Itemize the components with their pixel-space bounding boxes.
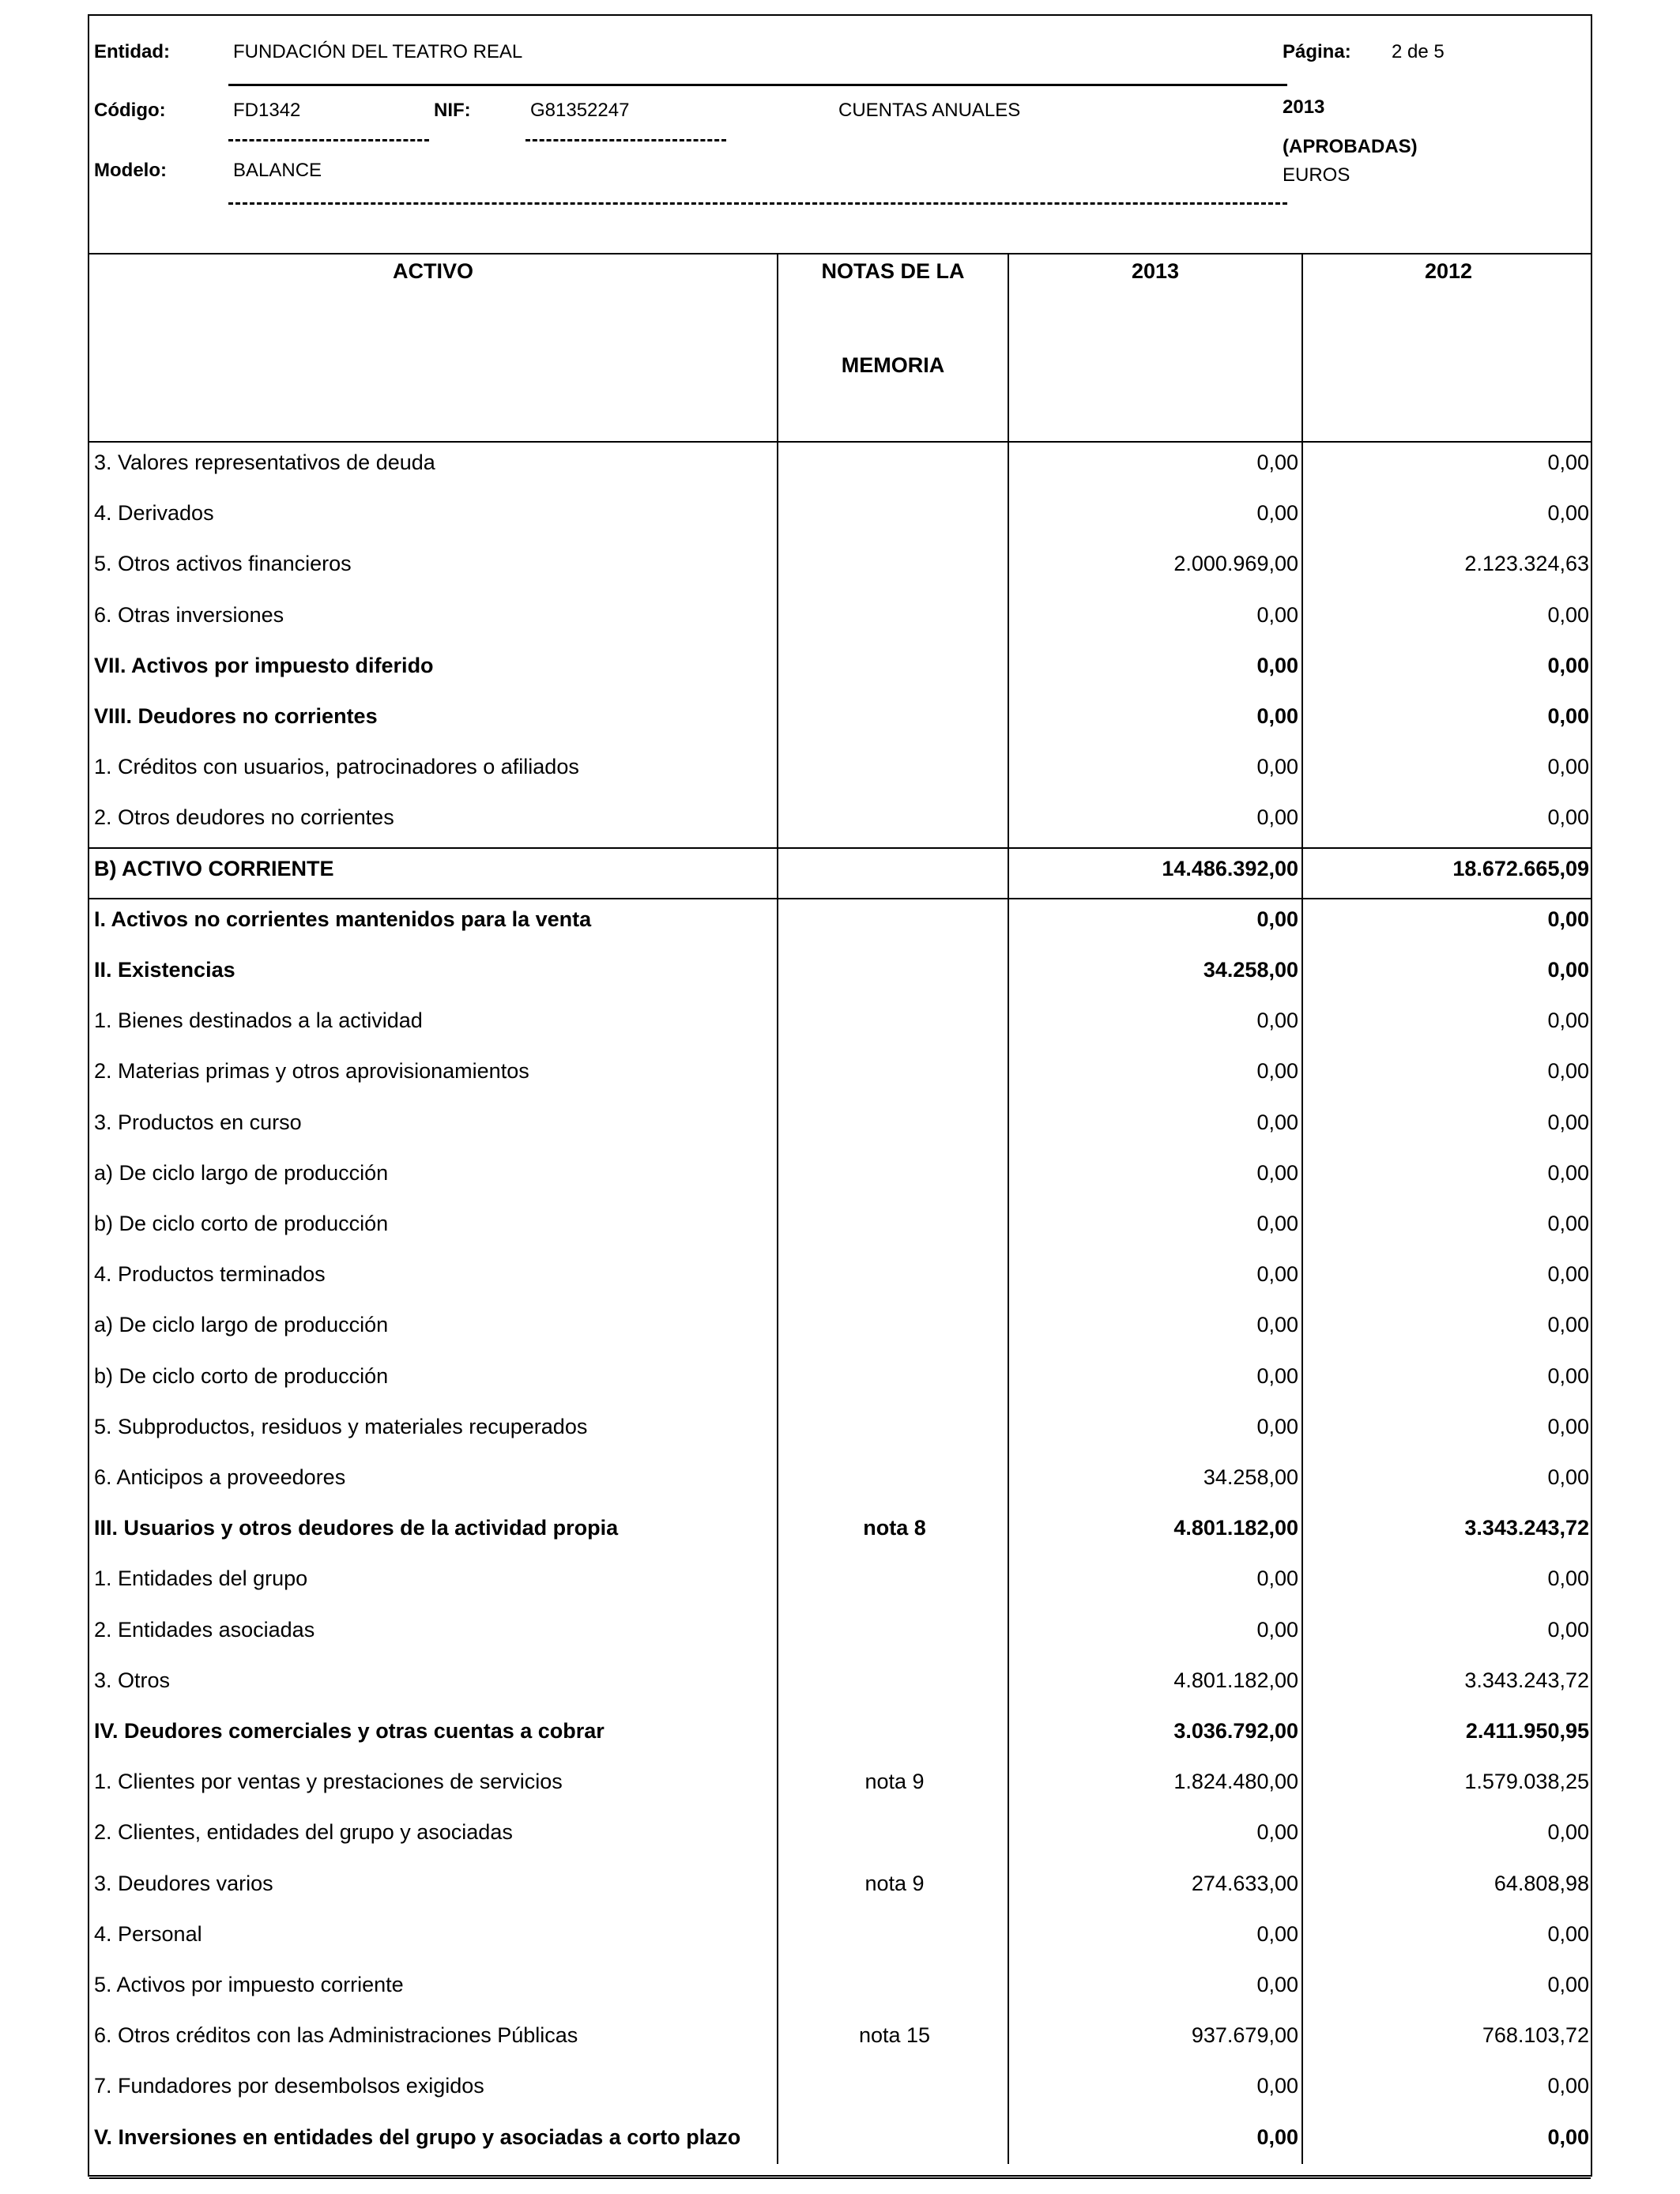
row-label: 5. Otros activos financieros: [94, 552, 352, 576]
fiscal-year: 2013: [1283, 96, 1325, 118]
table-row: [89, 1153, 1591, 1204]
row-label: I. Activos no corrientes mantenidos para la venta: [94, 907, 592, 931]
row-value-2013: 4.801.182,00: [1173, 1668, 1298, 1692]
row-value-2013: 0,00: [1256, 907, 1298, 931]
row-label: 3. Valores representativos de deuda: [94, 450, 435, 474]
section-rule: [89, 847, 1591, 849]
table-row: [89, 849, 1591, 899]
header-notas-line1: NOTAS DE LA: [821, 259, 965, 283]
row-value-2013: 0,00: [1256, 1212, 1298, 1235]
header-2012: [1303, 259, 1594, 449]
row-label: b) De ciclo corto de producción: [94, 1363, 389, 1388]
header-activo: [89, 259, 777, 449]
table-row: [89, 2117, 1591, 2168]
table-row: [89, 797, 1591, 848]
row-nota: nota 9: [864, 1871, 925, 1895]
row-value-2013: 0,00: [1256, 1262, 1298, 1287]
row-label: a) De ciclo largo de producción: [94, 1313, 389, 1337]
row-value-2013: 0,00: [1256, 450, 1298, 474]
row-value-2012: 0,00: [1547, 1008, 1589, 1033]
row-label: 4. Productos terminados: [94, 1262, 326, 1287]
row-nota: nota 9: [864, 1770, 925, 1794]
row-label: IV. Deudores comerciales y otras cuentas a cobrar: [94, 1719, 605, 1743]
currency-label: EUROS: [1283, 164, 1350, 186]
row-value-2013: 0,00: [1256, 1921, 1298, 1946]
codigo-label: Código:: [94, 100, 166, 121]
row-label: 6. Otros créditos con las Administraciones Públicas: [94, 2023, 578, 2048]
modelo-underline: [228, 202, 1287, 205]
row-label: 5. Subproductos, residuos y materiales recuperados: [94, 1414, 588, 1438]
row-value-2012: 3.343.243,72: [1464, 1516, 1589, 1540]
table-row: [89, 1356, 1591, 1407]
table-row: [89, 1914, 1591, 1965]
row-label: 1. Créditos con usuarios, patrocinadores o afiliados: [94, 755, 579, 779]
row-label: 5. Activos por impuesto corriente: [94, 1973, 404, 1996]
nif-label: NIF:: [434, 100, 471, 121]
row-label: 2. Materias primas y otros aprovisionamientos: [94, 1059, 529, 1084]
row-label: 4. Derivados: [94, 501, 214, 526]
row-value-2013: 14.486.392,00: [1162, 856, 1298, 880]
row-value-2013: 34.258,00: [1203, 958, 1298, 982]
table-row: [89, 1457, 1591, 1508]
table-row: [89, 1711, 1591, 1762]
row-label: 1. Bienes destinados a la actividad: [94, 1008, 423, 1033]
balance-sheet-page: [88, 14, 1592, 2177]
row-value-2013: 0,00: [1256, 1008, 1298, 1033]
nif-value: G81352247: [530, 100, 630, 121]
modelo-label: Modelo:: [94, 160, 167, 181]
row-value-2012: 0,00: [1547, 1363, 1589, 1388]
table-row: [89, 1204, 1591, 1254]
modelo-value: BALANCE: [233, 160, 322, 181]
row-value-2012: 0,00: [1547, 805, 1589, 830]
row-label: 6. Otras inversiones: [94, 602, 284, 627]
row-value-2013: 1.824.480,00: [1173, 1770, 1298, 1794]
table-row: [89, 899, 1591, 950]
row-value-2013: 0,00: [1256, 2124, 1298, 2149]
section-rule: [89, 898, 1591, 899]
row-value-2013: 0,00: [1256, 602, 1298, 627]
row-label: 3. Productos en curso: [94, 1110, 302, 1134]
table-row: [89, 1610, 1591, 1661]
row-value-2013: 0,00: [1256, 755, 1298, 779]
table-row: [89, 1864, 1591, 1914]
row-value-2012: 0,00: [1547, 1110, 1589, 1134]
row-value-2013: 0,00: [1256, 1110, 1298, 1134]
table-row: [89, 646, 1591, 696]
row-value-2012: 0,00: [1547, 1160, 1589, 1185]
row-label: 1. Clientes por ventas y prestaciones de servicios: [94, 1770, 563, 1794]
row-value-2012: 0,00: [1547, 958, 1589, 982]
row-value-2013: 0,00: [1256, 704, 1298, 728]
row-label: VII. Activos por impuesto diferido: [94, 653, 434, 677]
row-value-2012: 0,00: [1547, 1262, 1589, 1287]
row-nota: nota 15: [858, 2023, 931, 2048]
pagina-value: 2 de 5: [1392, 41, 1445, 62]
row-value-2013: 4.801.182,00: [1173, 1516, 1298, 1540]
row-value-2013: 937.679,00: [1191, 2023, 1298, 2048]
row-label: 1. Entidades del grupo: [94, 1566, 308, 1591]
row-value-2013: 0,00: [1256, 1160, 1298, 1185]
table-row: [89, 1254, 1591, 1305]
row-value-2013: 0,00: [1256, 1059, 1298, 1084]
row-value-2012: 0,00: [1547, 1617, 1589, 1642]
row-value-2012: 0,00: [1547, 1414, 1589, 1438]
row-label: b) De ciclo corto de producción: [94, 1212, 389, 1235]
row-value-2012: 0,00: [1547, 1820, 1589, 1845]
table-row: [89, 696, 1591, 747]
row-value-2012: 0,00: [1547, 1212, 1589, 1235]
row-value-2012: 0,00: [1547, 1921, 1589, 1946]
row-value-2013: 0,00: [1256, 2074, 1298, 2098]
row-value-2012: 0,00: [1547, 2074, 1589, 2098]
header-activo-text: ACTIVO: [392, 259, 473, 283]
document-header: [89, 16, 1591, 254]
row-value-2013: 34.258,00: [1203, 1465, 1298, 1489]
table-row: [89, 1103, 1591, 1153]
approval-status: (APROBADAS): [1283, 136, 1418, 157]
codigo-value: FD1342: [233, 100, 301, 121]
table-row: [89, 595, 1591, 646]
table-row: [89, 1812, 1591, 1863]
row-value-2012: 0,00: [1547, 704, 1589, 728]
row-value-2013: 0,00: [1256, 1414, 1298, 1438]
row-label: 7. Fundadores por desembolsos exigidos: [94, 2074, 484, 2098]
table-row: [89, 1559, 1591, 1609]
nif-underline: [525, 139, 726, 141]
pagina-label: Página:: [1283, 41, 1351, 62]
row-value-2012: 0,00: [1547, 1313, 1589, 1337]
row-value-2012: 64.808,98: [1494, 1871, 1589, 1895]
row-value-2012: 0,00: [1547, 653, 1589, 677]
row-value-2012: 0,00: [1547, 450, 1589, 474]
table-row: [89, 1762, 1591, 1812]
row-label: V. Inversiones en entidades del grupo y asociadas a corto plazo: [94, 2124, 741, 2149]
row-value-2012: 0,00: [1547, 1059, 1589, 1084]
row-label: II. Existencias: [94, 958, 235, 982]
header-2012-text: 2012: [1424, 259, 1473, 283]
row-value-2012: 0,00: [1547, 1973, 1589, 1996]
row-value-2013: 0,00: [1256, 1566, 1298, 1591]
table-row: [89, 747, 1591, 797]
row-label: 2. Entidades asociadas: [94, 1617, 315, 1642]
row-value-2013: 3.036.792,00: [1173, 1719, 1298, 1743]
row-label: 2. Clientes, entidades del grupo y asociadas: [94, 1820, 513, 1845]
document-type: CUENTAS ANUALES: [838, 100, 1021, 121]
row-value-2012: 0,00: [1547, 602, 1589, 627]
header-notas: [778, 259, 1008, 449]
row-label: B) ACTIVO CORRIENTE: [94, 856, 334, 880]
entidad-value: FUNDACIÓN DEL TEATRO REAL: [233, 41, 523, 62]
row-label: 6. Anticipos a proveedores: [94, 1465, 346, 1489]
row-label: 4. Personal: [94, 1921, 202, 1946]
row-value-2012: 0,00: [1547, 501, 1589, 526]
row-value-2013: 0,00: [1256, 1820, 1298, 1845]
row-value-2012: 0,00: [1547, 1465, 1589, 1489]
row-value-2013: 0,00: [1256, 653, 1298, 677]
row-value-2013: 0,00: [1256, 805, 1298, 830]
row-label: III. Usuarios y otros deudores de la actividad propia: [94, 1516, 619, 1540]
table-row: [89, 950, 1591, 1001]
row-value-2013: 0,00: [1256, 1313, 1298, 1337]
row-value-2012: 2.411.950,95: [1465, 1719, 1589, 1743]
row-value-2012: 3.343.243,72: [1464, 1668, 1589, 1692]
row-value-2013: 0,00: [1256, 501, 1298, 526]
table-row: [89, 544, 1591, 594]
row-value-2012: 0,00: [1547, 1566, 1589, 1591]
row-label: 3. Otros: [94, 1668, 171, 1692]
row-value-2012: 18.672.665,09: [1452, 856, 1589, 880]
entidad-underline: [228, 84, 1287, 86]
row-value-2012: 0,00: [1547, 2124, 1589, 2149]
row-value-2012: 0,00: [1547, 907, 1589, 931]
header-2013: [1009, 259, 1301, 449]
table-row: [89, 1661, 1591, 1711]
row-nota: nota 8: [863, 1516, 926, 1540]
codigo-underline: [228, 139, 429, 141]
row-label: VIII. Deudores no corrientes: [94, 704, 378, 728]
entidad-label: Entidad:: [94, 41, 170, 62]
table-row: [89, 1305, 1591, 1355]
table-row: [89, 493, 1591, 544]
row-label: a) De ciclo largo de producción: [94, 1160, 389, 1185]
header-notas-line2: MEMORIA: [841, 353, 945, 377]
header-2013-text: 2013: [1131, 259, 1180, 283]
row-value-2013: 0,00: [1256, 1973, 1298, 1996]
row-label: 3. Deudores varios: [94, 1871, 273, 1895]
row-label: 2. Otros deudores no corrientes: [94, 805, 394, 830]
table-row: [89, 1051, 1591, 1102]
row-value-2012: 768.103,72: [1482, 2023, 1589, 2048]
table-row: [89, 443, 1591, 493]
row-value-2012: 2.123.324,63: [1464, 552, 1589, 576]
table-row: [89, 1508, 1591, 1559]
table-row: [89, 1001, 1591, 1051]
table-row: [89, 1407, 1591, 1457]
table-row: [89, 1965, 1591, 2015]
row-value-2012: 0,00: [1547, 755, 1589, 779]
table-row: [89, 2066, 1591, 2117]
row-value-2013: 0,00: [1256, 1363, 1298, 1388]
row-value-2013: 2.000.969,00: [1173, 552, 1298, 576]
table-row: [89, 2015, 1591, 2066]
table-bottom-rule: [89, 2177, 1591, 2179]
row-value-2012: 1.579.038,25: [1464, 1770, 1589, 1794]
row-value-2013: 274.633,00: [1191, 1871, 1298, 1895]
row-value-2013: 0,00: [1256, 1617, 1298, 1642]
